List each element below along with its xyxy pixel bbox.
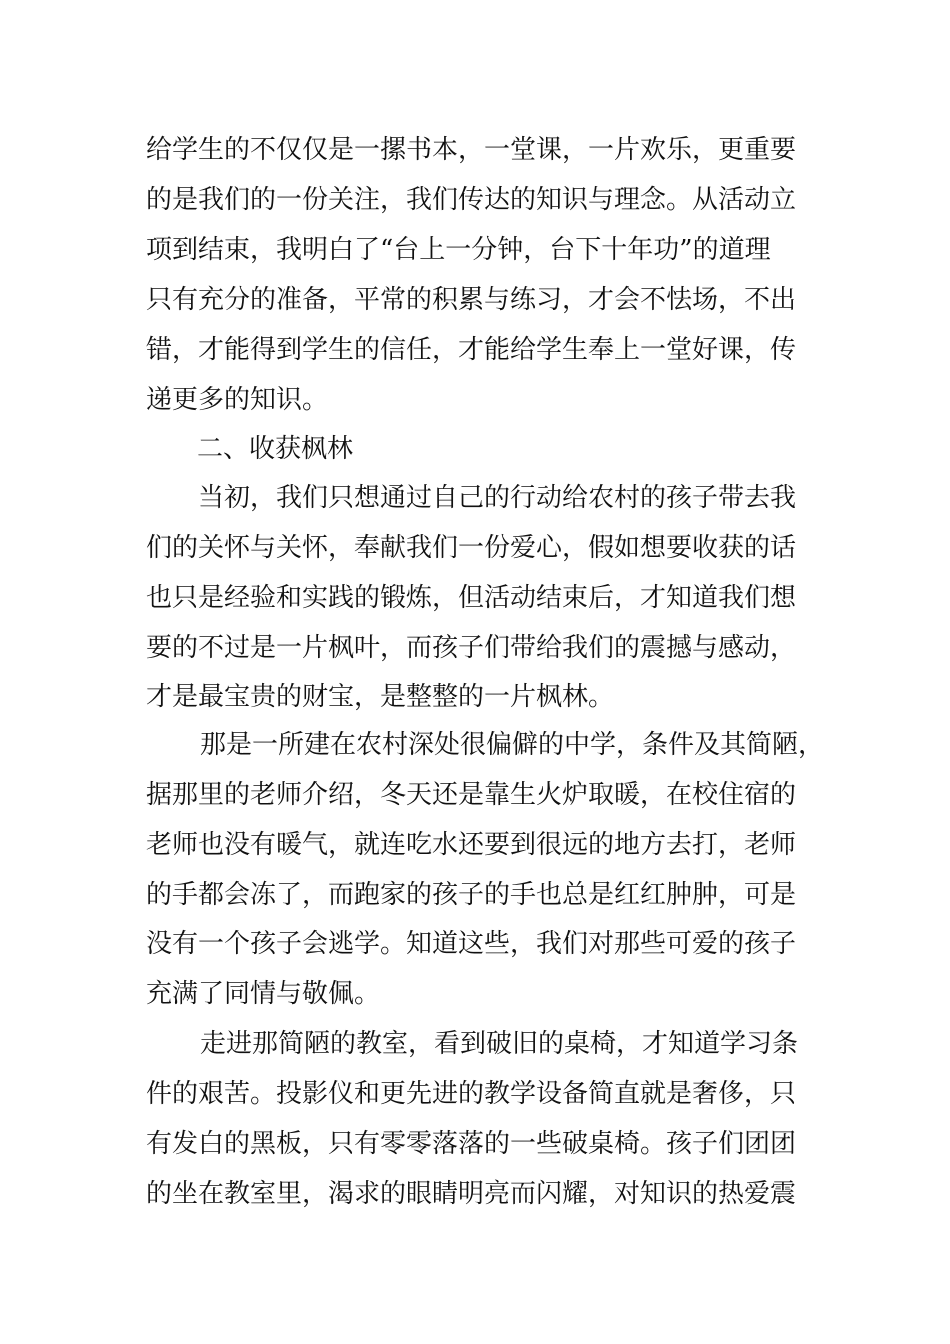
text-line: 件的艰苦。投影仪和更先进的教学设备简直就是奢侈，只 [146, 1079, 797, 1109]
text-line: 走进那简陋的教室，看到破旧的桌椅，才知道学习条 [200, 1029, 799, 1059]
text-line: 才是最宝贵的财宝，是整整的一片枫林。 [146, 682, 615, 712]
text-line: 老师也没有暖气，就连吃水还要到很远的地方去打，老师 [146, 830, 797, 860]
text-line: 们的关怀与关怀，奉献我们一份爱心，假如想要收获的话 [146, 533, 797, 563]
text-line: 那是一所建在农村深处很偏僻的中学，条件及其简陋， [200, 730, 825, 760]
text-line: 递更多的知识。 [146, 385, 329, 415]
text-line: 当初，我们只想通过自己的行动给农村的孩子带去我 [198, 483, 797, 513]
text-line: 只有充分的准备，平常的积累与练习，才会不怯场，不出 [146, 285, 797, 315]
text-line: 也只是经验和实践的锻炼，但活动结束后，才知道我们想 [146, 583, 797, 613]
text-line: 项到结束，我明白了“台上一分钟，台下十年功”的道理 [146, 235, 771, 265]
text-line: 充满了同情与敬佩。 [146, 979, 381, 1009]
text-line: 给学生的不仅仅是一摞书本，一堂课，一片欢乐，更重要 [146, 135, 797, 165]
text-line: 据那里的老师介绍，冬天还是靠生火炉取暖，在校住宿的 [146, 780, 797, 810]
text-line: 要的不过是一片枫叶，而孩子们带给我们的震撼与感动， [146, 633, 797, 663]
section-heading: 二、收获枫林 [197, 434, 354, 464]
text-line: 有发白的黑板，只有零零落落的一些破桌椅。孩子们团团 [146, 1129, 797, 1159]
text-line: 没有一个孩子会逃学。知道这些，我们对那些可爱的孩子 [146, 929, 797, 959]
text-line: 的手都会冻了，而跑家的孩子的手也总是红红肿肿，可是 [146, 880, 797, 910]
text-line: 的是我们的一份关注，我们传达的知识与理念。从活动立 [146, 185, 797, 215]
text-line: 的坐在教室里，渴求的眼睛明亮而闪耀，对知识的热爱震 [146, 1179, 797, 1209]
text-line: 错，才能得到学生的信任，才能给学生奉上一堂好课，传 [146, 335, 797, 365]
